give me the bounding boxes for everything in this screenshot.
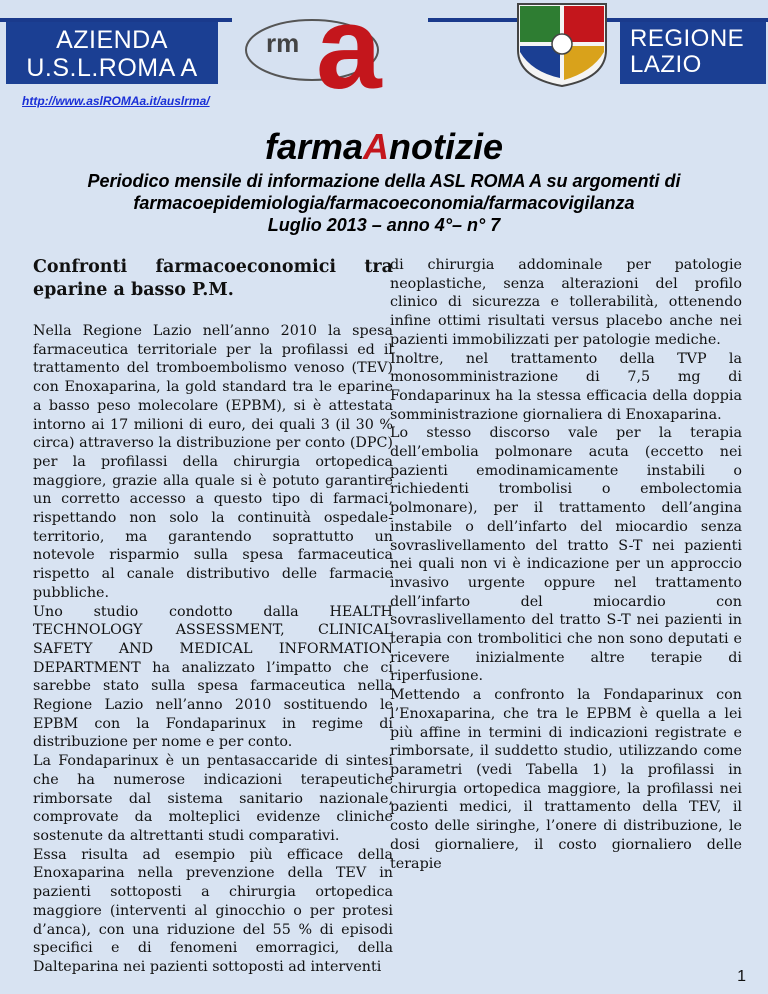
header-band xyxy=(0,0,768,90)
masthead-suffix: notizie xyxy=(389,126,504,167)
paragraph: Essa risulta ad esempio più efficace della Enoxaparina nella prevenzione della TEV in pazienti sottoposti a chirurgia ortopedica maggiore (interventi al ginocchio o per protesi d’anca), con una riduzione del 55 % di episodi specifici e di fenomeni emorragici, della Dalteparina nei pazienti sottoposti ad interventi xyxy=(33,846,393,975)
paragraph: Nella Regione Lazio nell’anno 2010 la spesa farmaceutica territoriale per la profilassi ed il trattamento del tromboembolismo venoso (TEV) con Enoxaparina, la gold standard tra le eparine a basso peso molecolare (EPBM), si è attestata intorno ai 17 milioni di euro, dei quali 3 (il 30 % circa) attraverso la distribuzione per conto (DPC) per la profilassi della chirurgia ortopedica maggiore, grazie alla quale si è potuto garantire un corretto accesso a questo tipo di farmaci, rispettando non solo la continuità ospedale-territorio, ma garantendo soprattutto un notevole risparmio sulla spesa farmaceutica rispetto al canale distributivo delle farmacie pubbliche. xyxy=(33,323,393,601)
paragraph: Lo stesso discorso vale per la terapia dell’embolia polmonare acuta (eccetto nei pazienti emodinamicamente instabili o richiedenti trombolisi o embolectomia polmonare), per il trattamento dell’angina instabile o dell’infarto del miocardio senza sovraslivellamento del tratto S-T nei pazienti nei quali non vi è indicazione per un approccio invasivo urgente oppure nel trattamento dell’infarto del miocardio con sovraslivellamento del tratto S-T nei pazienti in terapia con trombolitici che non sono deputati e ricevere inizialmente altre terapie di riperfusione. xyxy=(390,425,742,685)
article-title-line1 xyxy=(33,256,393,279)
right-column xyxy=(390,256,742,873)
asl-logo-line2: U.S.L.ROMA A xyxy=(26,54,198,82)
masthead-prefix: farma xyxy=(264,126,364,167)
regione-lazio-logo xyxy=(620,22,766,84)
asl-logo xyxy=(6,22,218,84)
article-title-word2: farmacoeconomici xyxy=(155,257,337,277)
asl-logo-line1: AZIENDA xyxy=(56,26,168,54)
masthead-accent: A xyxy=(363,126,390,167)
subtitle-line3: Luglio 2013 – anno 4°– n° 7 xyxy=(267,215,501,235)
paragraph: Uno studio condotto dalla HEALTH TECHNOLOGY ASSESSMENT, CLINICAL SAFETY AND MEDICAL INFORMATION DEPARTMENT ha analizzato l’impatto che ci sarebbe stato sulla spesa farmaceutica nella Regione Lazio nell’anno 2010 sostituendo le EPBM con la Fondaparinux in regime di distribuzione per nome e per conto. xyxy=(33,603,393,751)
publication-subtitle xyxy=(60,170,708,236)
masthead-title xyxy=(0,126,768,168)
paragraph: Inoltre, nel trattamento della TVP la monosomministrazione di 7,5 mg di Fondaparinux ha la stessa efficacia della doppia somministrazione giornaliera di Enoxaparina. xyxy=(390,350,742,423)
paragraph: Mettendo a confronto la Fondaparinux con l’Enoxaparina, che tra le EPBM è quella a lei più affine in termini di indicazioni registrate e rimborsate, il suddetto studio, utilizzando come parametri (vedi Tabella 1) la profilassi in chirurgia ortopedica maggiore, la profilassi nei pazienti medici, il trattamento della TEV, il costo delle siringhe, l’onere di distribuzione, le dosi giornaliere, il costo giornaliero delle terapie xyxy=(390,687,742,872)
page-number: 1 xyxy=(737,968,746,985)
regione-logo-line2: LAZIO xyxy=(630,51,702,78)
article-title-word3: tra xyxy=(364,257,393,277)
left-column xyxy=(33,256,393,977)
regione-logo-line1: REGIONE xyxy=(630,25,745,52)
rma-logo-rm: rm xyxy=(266,28,300,58)
article-title-line2: eparine a basso P.M. xyxy=(33,280,234,300)
website-link[interactable]: http://www.aslROMAa.it/auslrma/ xyxy=(22,94,210,108)
paragraph: La Fondaparinux è un pentasaccaride di sintesi che ha numerose indicazioni terapeutiche rimborsate dal sistema sanitario nazionale, comprovate da molteplici evidenze cliniche sostenute da altrettanti studi comparativi. xyxy=(33,753,393,844)
regione-lazio-crest-icon xyxy=(512,0,612,88)
article-title-word1: Confronti xyxy=(33,257,128,277)
article-title xyxy=(33,256,393,302)
rma-logo xyxy=(232,0,428,90)
paragraph: di chirurgia addominale per patologie neoplastiche, senza alterazioni del profilo clinico di sicurezza e tollerabilità, ottenendo infine ottimi risultati versus placebo anche nei pazienti immobilizzati per patologie mediche. xyxy=(390,257,742,348)
subtitle-line1: Periodico mensile di informazione della ASL ROMA A su argomenti di xyxy=(87,171,681,191)
title-spacer xyxy=(33,302,393,322)
subtitle-line2: farmacoepidemiologia/farmacoeconomia/farmacovigilanza xyxy=(133,193,635,213)
rma-logo-a: a xyxy=(316,0,382,90)
